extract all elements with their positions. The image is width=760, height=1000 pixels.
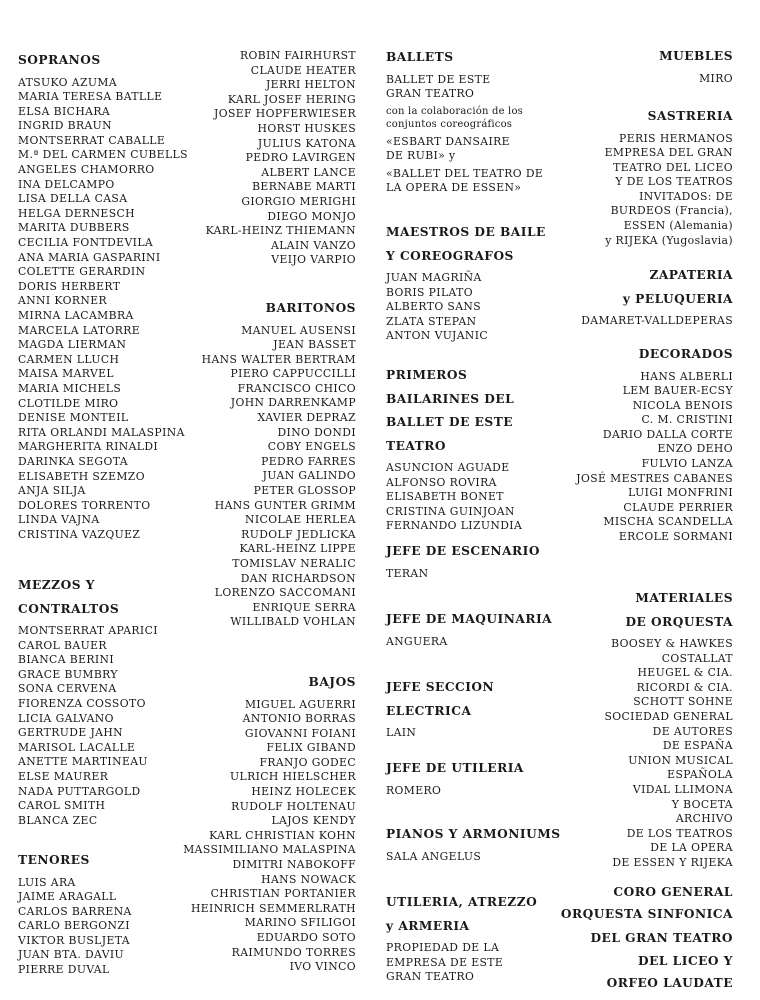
heading-zapateria-line1: ZAPATERIA (649, 268, 733, 282)
list-item: ANTONIO BORRAS (242, 712, 356, 726)
list-item: HANS GUNTER GRIMM (214, 498, 356, 512)
list-item: ELSE MAURER (18, 769, 109, 783)
list-item: MANUEL AUSENSI (241, 323, 356, 337)
list-item: LAJOS KENDY (271, 814, 356, 828)
list-item: CARMEN LLUCH (18, 352, 120, 366)
list-item: ALFONSO ROVIRA (386, 475, 497, 489)
utileria-name: ROMERO (386, 783, 442, 797)
list-item: BOOSEY & HAWKES (611, 637, 733, 650)
list-item: BIANCA BERINI (18, 653, 115, 667)
list-item: DE ESPAÑA (662, 739, 733, 753)
list-item: DE LOS TEATROS (626, 826, 733, 840)
list-item: BERNABE MARTI (252, 180, 356, 194)
heading-ballets: BALLETS (386, 50, 454, 64)
list-item: GERTRUDE JAHN (18, 726, 124, 740)
section-escenario (386, 543, 571, 581)
list-item: LUIS ARA (18, 875, 76, 889)
list-item: PETER GLOSSOP (253, 484, 356, 498)
list-item: PEDRO FARRES (261, 454, 356, 468)
section-coro (543, 884, 733, 901)
orquesta-line2: DEL GRAN TEATRO (590, 930, 733, 945)
list-sastreria (543, 132, 733, 249)
section-materiales (543, 590, 733, 871)
list-item: RITA ORLANDI MALASPINA (18, 425, 185, 439)
list-item: FRANJO GODEC (259, 755, 356, 769)
list-item: ARCHIVO (675, 812, 733, 826)
zapateria-name: DAMARET-VALLDEPERAS (581, 314, 733, 327)
list-item: MARITA DUBBERS (18, 221, 130, 235)
list-item: EMPRESA DEL GRAN (604, 146, 733, 160)
heading-electrica-line1: JEFE SECCION (386, 680, 495, 694)
list-item: IVO VINCO (289, 960, 356, 974)
list-item: DIMITRI NABOKOFF (232, 858, 356, 872)
list-item: CECILIA FONTDEVILA (18, 236, 154, 250)
list-item: CLOTILDE MIRO (18, 396, 119, 410)
list-item: BURDEOS (Francia), (610, 204, 733, 218)
list-item: TOMISLAV NERALIC (232, 557, 356, 570)
list-item: C. M. CRISTINI (641, 413, 733, 427)
list-materiales (543, 637, 733, 871)
ballets-collab2: conjuntos coreográficos (386, 119, 513, 131)
section-bajos (156, 674, 356, 975)
heading-escenario: JEFE DE ESCENARIO (386, 544, 540, 558)
list-item: RUDOLF HOLTENAU (231, 799, 356, 813)
list-item: NICOLAE HERLEA (245, 513, 356, 527)
muebles-name: MIRO (699, 71, 733, 85)
list-item: NICOLA BENOIS (632, 398, 733, 412)
list-item: WILLIBALD VOHLAN (230, 615, 356, 629)
heading-decorados: DECORADOS (638, 347, 733, 361)
ballets-essen1: «BALLET DEL TEATRO DE (386, 166, 544, 180)
list-item: ANA MARIA GASPARINI (18, 250, 161, 264)
heading-muebles: MUEBLES (659, 49, 733, 63)
list-item: FULVIO LANZA (641, 457, 733, 471)
pianos-name: SALA ANGELUS (386, 849, 482, 863)
list-item: CHRISTIAN PORTANIER (210, 887, 356, 901)
electrica-name: LAIN (386, 726, 417, 739)
list-item: LORENZO SACCOMANI (214, 586, 356, 600)
list-item: ELISABETH SZEMZO (18, 469, 145, 483)
list-item: JOSEF HOPFERWIESER (213, 107, 356, 121)
list-item: LISA DELLA CASA (18, 192, 128, 206)
list-item: JUAN GALINDO (262, 469, 356, 483)
orquesta-line3: DEL LICEO Y (638, 954, 733, 968)
orquesta-line4: ORFEO LAUDATE (606, 975, 733, 990)
list-item: CLAUDE PERRIER (623, 500, 733, 514)
list-item: JAIME ARAGALL (18, 890, 117, 904)
ballets-line1: BALLET DE ESTE (386, 72, 491, 86)
list-tenores-cont (176, 49, 356, 268)
list-item: ESSEN (Alemania) (623, 219, 733, 233)
ballets-line2: GRAN TEATRO (386, 87, 475, 101)
list-item: CAROL SMITH (18, 799, 106, 813)
list-item: ENRIQUE SERRA (252, 600, 356, 614)
heading-electrica-line2: ELECTRICA (386, 703, 472, 718)
heading-primeros-line4: TEATRO (386, 438, 446, 453)
list-bajos (156, 698, 356, 975)
list-item: Y BOCETA (671, 797, 733, 811)
heading-primeros-line1: PRIMEROS (386, 368, 468, 382)
list-item: ALAIN VANZO (271, 238, 356, 252)
heading-primeros-line3: BALLET DE ESTE (386, 415, 514, 429)
list-item: y RIJEKA (Yugoslavia) (605, 233, 733, 247)
list-item: JOSÉ MESTRES CABANES (576, 471, 733, 485)
heading-pianos: PIANOS Y ARMONIUMS (386, 827, 561, 841)
list-item: ALBERTO SANS (386, 300, 482, 314)
heading-sastreria: SASTRERIA (647, 109, 733, 123)
list-item: Y DE LOS TEATROS (615, 175, 733, 189)
ballets-esbart2: DE RUBI» y (386, 149, 456, 163)
list-item: MASSIMILIANO MALASPINA (183, 843, 356, 857)
list-item: LUIGI MONFRINI (628, 486, 733, 500)
maquinaria-name: ANGUERA (386, 634, 448, 648)
atrezzo-line3: GRAN TEATRO (386, 970, 475, 984)
list-item: PIERRE DUVAL (18, 963, 110, 977)
heading-materiales-line1: MATERIALES (635, 591, 733, 605)
list-item: M.ª DEL CARMEN CUBELLS (18, 148, 188, 162)
ballets-esbart1: «ESBART DANSAIRE (386, 134, 510, 148)
list-item: HORST HUSKES (257, 121, 356, 135)
list-item: HANS NOWACK (261, 872, 356, 886)
list-item: DIEGO MONJO (267, 209, 356, 223)
escenario-name: TERAN (386, 566, 429, 580)
list-item: VIDAL LLIMONA (632, 782, 733, 796)
list-item: DE ESSEN Y RIJEKA (612, 855, 733, 869)
list-item: HEINRICH SEMMERLRATH (190, 901, 356, 915)
list-item: SCHOTT SOHNE (633, 695, 733, 709)
heading-atrezzo-line1: UTILERIA, ATREZZO (386, 895, 538, 909)
list-item: ANGELES CHAMORRO (18, 163, 155, 177)
heading-zapateria-line2: y PELUQUERIA (622, 291, 733, 306)
heading-tenores: TENORES (18, 853, 90, 867)
heading-maestros-line1: MAESTROS DE BAILE (386, 225, 546, 239)
list-item: CRISTINA VAZQUEZ (18, 527, 141, 541)
list-item: COLETTE GERARDIN (18, 265, 146, 279)
list-item: JERRI HELTON (265, 78, 356, 92)
list-item: DENISE MONTEIL (18, 411, 129, 425)
list-item: ANNI KORNER (18, 294, 108, 308)
list-item: COBY ENGELS (267, 440, 356, 454)
list-item: KARL JOSEF HERING (227, 92, 356, 106)
list-item: CAROL BAUER (18, 638, 107, 652)
list-item: JEAN BASSET (273, 338, 356, 352)
list-item: UNION MUSICAL (628, 753, 733, 767)
list-item: MIRNA LACAMBRA (18, 309, 134, 322)
list-item: MISCHA SCANDELLA (603, 515, 733, 529)
list-item: ELISABETH BONET (386, 490, 504, 504)
list-item: DOLORES TORRENTO (18, 498, 151, 512)
list-item: GRACE BUMBRY (18, 667, 118, 681)
list-item: DE AUTORES (652, 724, 733, 738)
ballets-essen2: LA OPERA DE ESSEN» (386, 181, 522, 195)
list-item: ELSA BICHARA (18, 104, 111, 118)
list-item: TEATRO DEL LICEO (613, 160, 733, 174)
list-item: MIGUEL AGUERRI (244, 697, 356, 711)
list-item: CARLO BERGONZI (18, 919, 130, 933)
list-item: LINDA VAJNA (18, 513, 100, 527)
list-item: DORIS HERBERT (18, 279, 121, 293)
section-zapateria (543, 267, 733, 329)
list-item: BORIS PILATO (386, 285, 473, 299)
list-item: DAN RICHARDSON (240, 571, 356, 585)
list-item: PIERO CAPPUCCILLI (230, 367, 356, 381)
list-item: DARIO DALLA CORTE (602, 427, 733, 441)
list-item: ALBERT LANCE (261, 165, 356, 179)
list-item: MONTSERRAT APARICI (18, 624, 158, 637)
list-item: LEM BAUER-ECSY (622, 384, 733, 398)
list-decorados (543, 370, 733, 545)
list-item: PERIS HERMANOS (619, 131, 733, 145)
list-item: ULRICH HIELSCHER (230, 770, 356, 784)
list-item: HELGA DERNESCH (18, 206, 135, 220)
list-item: RAIMUNDO TORRES (231, 945, 356, 959)
list-item: MARCELA LATORRE (18, 323, 141, 337)
list-item: ANJA SILJA (18, 484, 86, 498)
list-item: KARL-HEINZ LIPPE (239, 542, 356, 556)
list-item: FRANCISCO CHICO (237, 381, 356, 395)
list-item: MARIA TERESA BATLLE (18, 90, 163, 104)
list-item: EDUARDO SOTO (256, 931, 356, 944)
list-item: GIOVANNI FOIANI (244, 726, 356, 740)
heading-mezzos-line2: CONTRALTOS (18, 601, 120, 616)
list-item: KARL CHRISTIAN KOHN (209, 828, 356, 842)
list-item: FELIX GIBAND (266, 741, 356, 755)
heading-primeros-line2: BAILARINES DEL (386, 391, 515, 406)
list-item: PEDRO LAVIRGEN (245, 151, 356, 165)
section-decorados (543, 346, 733, 545)
heading-maestros-line2: Y COREOGRAFOS (386, 248, 514, 263)
list-item: HEINZ HOLECEK (251, 785, 356, 799)
heading-coro: CORO GENERAL (613, 885, 733, 899)
list-item: MONTSERRAT CABALLE (18, 133, 166, 147)
list-item: XAVIER DEPRAZ (257, 411, 356, 425)
atrezzo-line2: EMPRESA DE ESTE (386, 955, 504, 969)
section-orquesta (543, 906, 733, 991)
list-item: ATSUKO AZUMA (18, 75, 118, 89)
list-item: GIORGIO MERIGHI (241, 194, 356, 208)
section-muebles (553, 48, 733, 86)
list-item: ENZO DEHO (657, 442, 733, 456)
list-item: HEUGEL & CIA. (637, 666, 733, 680)
list-item: SOCIEDAD GENERAL (604, 709, 733, 723)
list-item: HANS ALBERLI (640, 369, 733, 383)
list-item: MARGHERITA RINALDI (18, 440, 159, 454)
heading-maquinaria: JEFE DE MAQUINARIA (386, 612, 553, 626)
list-item: SONA CERVENA (18, 682, 117, 696)
list-item: MARIA MICHELS (18, 381, 122, 395)
list-item: DE LA OPERA (650, 841, 733, 855)
list-item: INA DELCAMPO (18, 177, 115, 191)
list-item: RICORDI & CIA. (636, 680, 733, 694)
list-item: LICIA GALVANO (18, 711, 114, 725)
list-item: VIKTOR BUSLJETA (18, 933, 130, 947)
list-item: DARINKA SEGOTA (18, 454, 128, 468)
list-item: INVITADOS: DE (639, 189, 733, 203)
section-sastreria (543, 108, 733, 248)
list-item: MARISOL LACALLE (18, 740, 136, 754)
list-item: KARL-HEINZ THIEMANN (205, 224, 356, 238)
list-item: CARLOS BARRENA (18, 904, 132, 918)
list-item: FIORENZA COSSOTO (18, 696, 146, 710)
list-item: ANETTE MARTINEAU (18, 755, 148, 769)
list-item: RUDOLF JEDLICKA (241, 527, 356, 541)
heading-utileria: JEFE DE UTILERIA (386, 761, 524, 775)
list-item: INGRID BRAUN (18, 119, 113, 133)
list-item: JOHN DARRENKAMP (230, 396, 356, 410)
list-item: JULIUS KATONA (257, 136, 356, 150)
list-item: ESPAÑOLA (667, 768, 733, 782)
list-item: VEIJO VARPIO (271, 253, 356, 267)
section-baritonos (176, 300, 356, 630)
list-item: CRISTINA GUINJOAN (386, 504, 515, 518)
heading-mezzos-line1: MEZZOS Y (18, 578, 95, 592)
list-item: COSTALLAT (661, 651, 733, 665)
list-item: HANS WALTER BERTRAM (201, 352, 356, 366)
list-item: MAISA MARVEL (18, 367, 114, 381)
heading-bajos: BAJOS (308, 675, 356, 689)
list-item: ZLATA STEPAN (386, 314, 477, 328)
section-tenores-cont (176, 49, 356, 268)
list-item: ASUNCION AGUADE (386, 461, 510, 474)
heading-baritonos: BARITONOS (265, 301, 356, 315)
list-item: CLAUDE HEATER (250, 63, 356, 77)
list-item: DINO DONDI (277, 425, 356, 439)
list-item: ANTON VUJANIC (386, 329, 489, 343)
list-item: FERNANDO LIZUNDIA (386, 519, 523, 533)
ballets-collab1: con la colaboración de los (386, 105, 524, 117)
atrezzo-line1: PROPIEDAD DE LA (386, 941, 500, 954)
heading-materiales-line2: DE ORQUESTA (625, 614, 733, 629)
list-item: ERCOLE SORMANI (618, 530, 733, 544)
list-item: BLANCA ZEC (18, 813, 98, 827)
list-item: JUAN MAGRIÑA (386, 271, 482, 284)
heading-sopranos: SOPRANOS (18, 53, 101, 67)
list-item: ROBIN FAIRHURST (239, 49, 356, 62)
heading-atrezzo-line2: y ARMERIA (386, 918, 470, 933)
list-item: MARINO SFILIGOI (244, 916, 356, 930)
list-item: JUAN BTA. DAVIU (18, 948, 125, 962)
list-item: MAGDA LIERMAN (18, 338, 127, 352)
list-baritonos (176, 324, 356, 630)
orquesta-line1: ORQUESTA SINFONICA (560, 907, 733, 921)
list-item: NADA PUTTARGOLD (18, 784, 141, 798)
